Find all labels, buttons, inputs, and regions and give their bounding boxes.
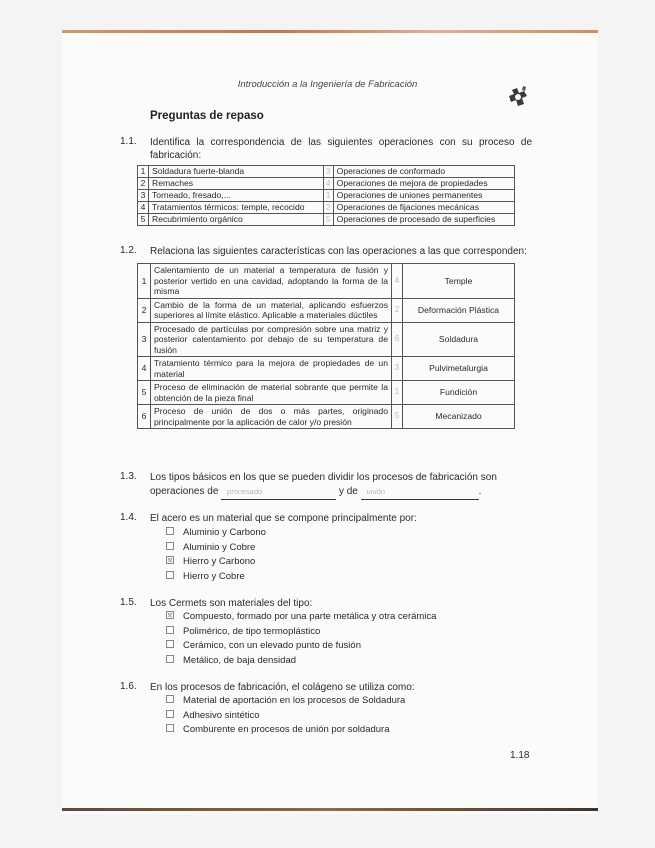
option-label: Cerámico, con un elevado punto de fusión — [183, 640, 361, 652]
option-label: Aluminio y Cobre — [183, 541, 256, 553]
row-number: 2 — [138, 298, 151, 322]
operation-cell: Remaches — [149, 178, 324, 190]
option-label: Compuesto, formado por una parte metálica y otra cerámica — [183, 611, 437, 622]
option-item[interactable] — [166, 724, 390, 735]
operation-cell: Soldadura fuerte-blanda — [149, 166, 324, 178]
checkbox[interactable] — [166, 724, 174, 732]
row-number: 1 — [138, 264, 151, 299]
answer-cell[interactable]: 2 — [392, 298, 403, 322]
checkbox[interactable] — [166, 640, 174, 648]
question-text — [150, 471, 532, 500]
answer-cell[interactable]: 5 — [392, 405, 403, 429]
option-label: Metálico, de baja densidad — [183, 655, 297, 667]
page-number: 1.18 — [510, 750, 530, 761]
option-item[interactable] — [166, 640, 361, 651]
characteristic-cell: Tratamiento térmico para la mejora de propiedades de un material — [151, 357, 392, 381]
process-cell: Operaciones de procesado de superficies — [333, 214, 514, 226]
question-text: Relaciona las siguientes características con las operaciones a las que corresponden: — [150, 246, 527, 257]
option-item[interactable] — [166, 695, 405, 706]
matching-table-2 — [137, 263, 515, 429]
row-number: 2 — [138, 178, 149, 190]
question-number: 1.5. — [120, 597, 137, 608]
answer-cell[interactable]: 2 — [323, 202, 333, 214]
question-number: 1.1. — [120, 136, 137, 147]
checkbox[interactable] — [166, 611, 174, 619]
row-number: 3 — [138, 190, 149, 202]
characteristic-cell: Proceso de eliminación de material sobrante que permite la obtención de la pieza final — [151, 381, 392, 405]
option-item[interactable] — [166, 542, 255, 553]
option-label: Hierro y Cobre — [183, 571, 245, 583]
answer-cell[interactable]: 4 — [392, 264, 403, 299]
checkbox[interactable] — [166, 542, 174, 550]
operation-cell: Recubrimiento orgánico — [149, 214, 324, 226]
checkbox[interactable] — [166, 527, 174, 535]
checkbox[interactable] — [166, 626, 174, 634]
question-text-pre: operaciones de — [150, 486, 219, 497]
option-item[interactable] — [166, 710, 260, 721]
operation-cell: Mecanizado — [403, 405, 515, 429]
operation-cell: Soldadura — [403, 322, 515, 357]
fill-blank-2[interactable] — [361, 485, 479, 500]
section-title: Preguntas de repaso — [150, 110, 264, 122]
question-number: 1.6. — [120, 681, 137, 692]
table-row — [138, 178, 515, 190]
checkbox[interactable] — [166, 556, 174, 564]
answer-cell[interactable]: 1 — [392, 381, 403, 405]
operation-cell: Deformación Plástica — [403, 298, 515, 322]
row-number: 3 — [138, 322, 151, 357]
option-item[interactable] — [166, 655, 296, 666]
answer-cell[interactable]: 3 — [323, 166, 333, 178]
option-item[interactable] — [166, 571, 245, 582]
row-number: 5 — [138, 381, 151, 405]
row-number: 1 — [138, 166, 149, 178]
characteristic-cell: Proceso de unión de dos o más partes, originado principalmente por la aplicación de calor y/o presión — [151, 405, 392, 429]
checkbox[interactable] — [166, 695, 174, 703]
table-row — [138, 381, 515, 405]
option-label: Polimérico, de tipo termoplástico — [183, 625, 321, 637]
table-row — [138, 405, 515, 429]
fill-blank-1[interactable] — [221, 485, 336, 500]
option-label: Adhesivo sintético — [183, 709, 260, 721]
process-cell: Operaciones de mejora de propiedades — [333, 178, 514, 190]
checkbox[interactable] — [166, 571, 174, 579]
table-row — [138, 264, 515, 299]
page-bottom-edge — [62, 808, 598, 811]
operation-cell: Torneado, fresado,... — [149, 190, 324, 202]
process-cell: Operaciones de fijaciones mecánicas — [333, 202, 514, 214]
matching-table-1 — [137, 165, 515, 226]
process-cell: Operaciones de conformado — [333, 166, 514, 178]
question-text: El acero es un material que se compone principalmente por: — [150, 513, 417, 524]
option-item[interactable] — [166, 626, 320, 637]
table-row — [138, 166, 515, 178]
option-label: Aluminio y Carbono — [183, 527, 266, 538]
option-label: Comburente en procesos de unión por soldadura — [183, 724, 390, 736]
answer-cell[interactable]: 3 — [392, 357, 403, 381]
question-text: Los Cermets son materiales del tipo: — [150, 598, 313, 609]
question-text-line: Los tipos básicos en los que se pueden dividir los procesos de fabricación son — [150, 472, 497, 483]
table-row — [138, 202, 515, 214]
operation-cell: Fundición — [403, 381, 515, 405]
question-text: En los procesos de fabricación, el colágeno se utiliza como: — [150, 682, 415, 693]
answer-cell[interactable]: 6 — [392, 322, 403, 357]
table-row — [138, 298, 515, 322]
answer-cell[interactable]: 5 — [323, 214, 333, 226]
characteristic-cell: Calentamiento de un material a temperatura de fusión y posterior vertido en una cavidad, adoptando la forma de la misma — [151, 264, 392, 299]
characteristic-cell: Cambio de la forma de un material, aplicando esfuerzos superiores al límite elástico. Aplicable a materiales dúctiles — [151, 298, 392, 322]
operation-cell: Pulvimetalurgia — [403, 357, 515, 381]
table-row — [138, 190, 515, 202]
running-header: Introducción a la Ingeniería de Fabricación — [237, 79, 418, 90]
question-number: 1.3. — [120, 471, 137, 482]
table-row — [138, 322, 515, 357]
answer-cell[interactable]: 4 — [323, 178, 333, 190]
option-item[interactable] — [166, 527, 266, 538]
row-number: 5 — [138, 214, 149, 226]
question-number: 1.4. — [120, 512, 137, 523]
handwritten-answer: procesado — [227, 487, 263, 496]
process-cell: Operaciones de uniones permanentes — [333, 190, 514, 202]
checkbox[interactable] — [166, 655, 174, 663]
option-label: Material de aportación en los procesos de Soldadura — [183, 695, 406, 706]
option-label: Hierro y Carbono — [183, 556, 256, 568]
table-row — [138, 214, 515, 226]
operation-cell: Tratamientos térmicos: temple, recocido — [149, 202, 324, 214]
row-number: 4 — [138, 357, 151, 381]
characteristic-cell: Procesado de partículas por compresión sobre una matriz y posterior calentamiento por debajo de su temperatura de fusión — [151, 322, 392, 357]
row-number: 4 — [138, 202, 149, 214]
table-row — [138, 357, 515, 381]
handwritten-answer: unión — [366, 487, 385, 496]
question-text: Identifica la correspondencia de las siguientes operaciones con su proceso de fabricación: — [150, 137, 532, 161]
operation-cell: Temple — [403, 264, 515, 299]
question-text-mid: y de — [338, 486, 358, 497]
option-item[interactable] — [166, 611, 436, 622]
question-text-end: . — [478, 486, 482, 497]
option-item[interactable] — [166, 556, 255, 567]
row-number: 6 — [138, 405, 151, 429]
page-top-edge — [62, 30, 598, 33]
gear-hand-logo-icon — [508, 84, 530, 108]
checkbox[interactable] — [166, 710, 174, 718]
answer-cell[interactable]: 1 — [323, 190, 333, 202]
question-number: 1.2. — [120, 245, 137, 256]
